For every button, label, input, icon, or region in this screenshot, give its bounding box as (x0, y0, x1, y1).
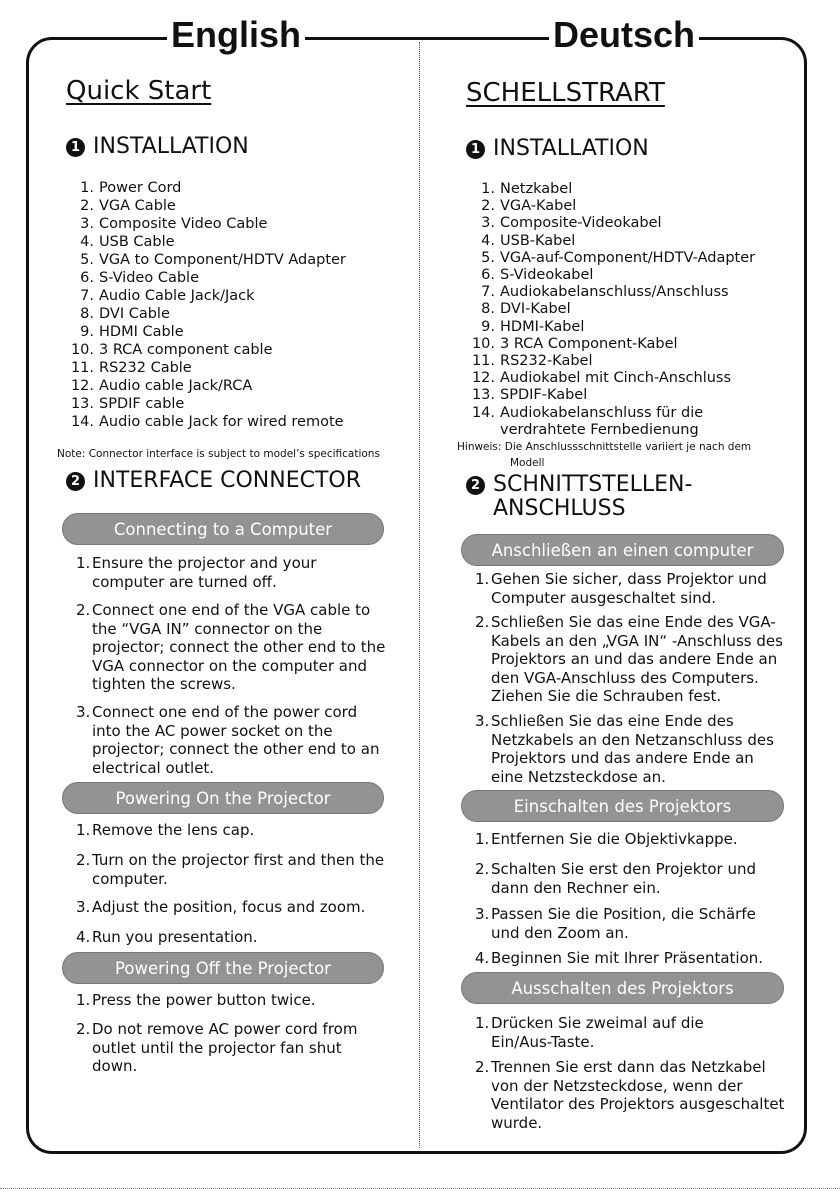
connect-step-3: 3. Schließen Sie das eine Ende des Netzkabels an den Netzanschluss des Projektors und das andere Ende an eine Netzsteckdose an. (475, 712, 774, 786)
powering-on-section-pill: Powering On the Projector (62, 782, 384, 814)
list-item: 14. Audiokabelanschluss für die verdrahtete Fernbedienung (471, 404, 704, 438)
list-item: 6. S-Video Cable (80, 270, 199, 286)
package-contents-list (66, 179, 406, 431)
list-item: 1. Netzkabel (481, 181, 573, 197)
connect-step-3: 3. Connect one end of the power cord into the AC power socket on the projector; connect the other end to an electrical outlet. (76, 703, 380, 777)
list-item: 2. VGA-Kabel (481, 198, 577, 215)
bottom-dotted-rule (0, 1188, 840, 1189)
interface-heading (66, 469, 361, 493)
list-item: 13. SPDIF-Kabel (471, 387, 588, 404)
step-number-badge: 2 (66, 472, 85, 491)
list-item: 7. Audio Cable Jack/Jack (80, 288, 255, 304)
list-item: 7. Audiokabelanschluss/Anschluss (481, 284, 729, 301)
step-number-badge: 2 (466, 476, 485, 495)
list-item: 10. 3 RCA Component-Kabel (471, 335, 678, 352)
installation-heading (466, 137, 649, 161)
list-item: 9. HDMI Cable (80, 324, 184, 340)
connector-note: Note: Connector interface is subject to model’s specifications (57, 448, 380, 460)
connect-step-2: 2. Schließen Sie das eine Ende des VGA-Kabels an den „VGA IN“ -Anschluss des Projektors an und das andere Ende an den VGA-Anschluss des Computers. Ziehen Sie die Schrauben fest. (475, 613, 783, 705)
list-item: 14. Audio cable Jack for wired remote (70, 414, 344, 430)
power-on-step-1: 1. Entfernen Sie die Objektivkappe. (475, 830, 738, 848)
english-header: English (167, 14, 305, 56)
column-divider (419, 42, 420, 1148)
list-item: 3. Composite Video Cable (80, 216, 268, 232)
list-item: 10. 3 RCA component cable (70, 342, 273, 358)
list-item: 5. VGA-auf-Component/HDTV-Adapter (481, 249, 756, 266)
connecting-section-pill: Anschließen an einen computer (461, 534, 784, 566)
step-number-badge: 1 (66, 138, 85, 157)
list-item: 11. RS232 Cable (70, 360, 192, 376)
power-off-step-2: 2. Do not remove AC power cord from outlet until the projector fan shut down. (76, 1020, 358, 1075)
list-item: 12. Audio cable Jack/RCA (70, 378, 253, 394)
installation-title: INSTALLATION (93, 134, 249, 159)
list-item: 3. Composite-Videokabel (481, 215, 662, 232)
power-on-step-1: 1. Remove the lens cap. (76, 821, 255, 839)
list-item: 4. USB Cable (80, 234, 175, 250)
list-item: 1. Power Cord (80, 180, 182, 196)
powering-off-section-pill: Powering Off the Projector (62, 952, 384, 984)
quick-start-title: SCHELLSTRART (466, 78, 665, 108)
package-contents-list (467, 181, 787, 439)
list-item: 8. DVI Cable (80, 306, 170, 322)
power-on-step-3: 3. Passen Sie die Position, die Schärfe und den Zoom an. (475, 905, 756, 942)
power-off-step-1: 1. Press the power button twice. (76, 991, 316, 1009)
connector-note-cont: Modell (510, 457, 545, 469)
connect-step-2: 2. Connect one end of the VGA cable to the “VGA IN” connector on the projector; connect the other end to the VGA connector on the computer and tighten the screws. (76, 601, 386, 693)
list-item: 6. S-Videokabel (481, 267, 594, 284)
connecting-section-pill: Connecting to a Computer (62, 513, 384, 545)
installation-heading (66, 135, 249, 159)
list-item: 2. VGA Cable (80, 198, 176, 214)
step-number-badge: 1 (466, 140, 485, 159)
power-on-step-3: 3. Adjust the position, focus and zoom. (76, 898, 366, 916)
connect-step-1: 1. Ensure the projector and your computer are turned off. (76, 554, 317, 591)
powering-on-section-pill: Einschalten des Projektors (461, 790, 784, 822)
list-item: 4. USB-Kabel (481, 232, 576, 249)
power-on-step-4: 4. Beginnen Sie mit Ihrer Präsentation. (475, 949, 764, 967)
list-item: 8. DVI-Kabel (481, 301, 571, 318)
interface-heading (466, 473, 726, 521)
list-item: 11. RS232-Kabel (471, 353, 593, 370)
interface-title: INTERFACE CONNECTOR (93, 468, 362, 493)
power-on-step-2: 2. Turn on the projector first and then the computer. (76, 851, 385, 888)
list-item: 12. Audiokabel mit Cinch-Anschluss (471, 370, 732, 387)
interface-title: SCHNITTSTELLEN-ANSCHLUSS (493, 472, 693, 521)
connect-step-1: 1. Gehen Sie sicher, dass Projektor und Computer ausgeschaltet sind. (475, 570, 767, 607)
installation-title: INSTALLATION (493, 136, 649, 161)
power-off-step-2: 2. Trennen Sie erst dann das Netzkabel von der Netzsteckdose, wenn der Ventilator des Projektors ausgeschaltet wurde. (475, 1058, 785, 1132)
power-off-step-1: 1. Drücken Sie zweimal auf die Ein/Aus-Taste. (475, 1014, 704, 1051)
list-item: 13. SPDIF cable (70, 396, 185, 412)
power-on-step-2: 2. Schalten Sie erst den Projektor und dann den Rechner ein. (475, 860, 756, 897)
powering-off-section-pill: Ausschalten des Projektors (461, 972, 784, 1004)
connector-note: Hinweis: Die Anschlussschnittstelle variiert je nach dem (457, 441, 752, 453)
power-on-step-4: 4. Run you presentation. (76, 928, 258, 946)
quick-start-title: Quick Start (66, 76, 212, 106)
deutsch-header: Deutsch (549, 14, 699, 56)
list-item: 9. HDMI-Kabel (481, 318, 585, 335)
list-item: 5. VGA to Component/HDTV Adapter (80, 252, 346, 268)
